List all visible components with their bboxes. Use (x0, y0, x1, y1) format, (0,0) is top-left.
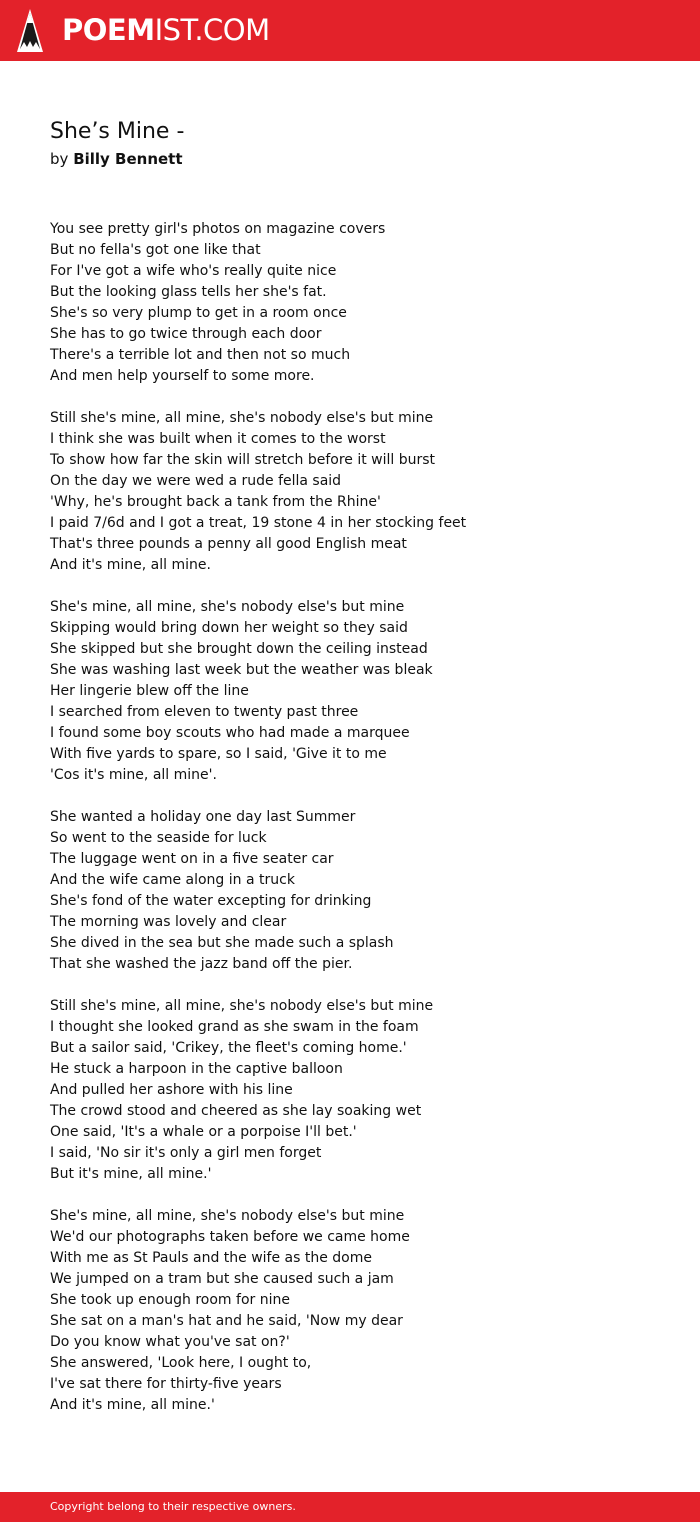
poem-line: She's mine, all mine, she's nobody else's but mine (50, 599, 405, 615)
poem-line: With five yards to spare, so I said, 'Give it to me (50, 746, 387, 762)
poem-line: And it's mine, all mine. (50, 557, 211, 573)
poem-line: He stuck a harpoon in the captive balloon (50, 1061, 343, 1077)
poem-line: She answered, 'Look here, I ought to, (50, 1355, 312, 1371)
poem-line: We'd our photographs taken before we came home (50, 1229, 410, 1245)
poem-line: Skipping would bring down her weight so they said (50, 620, 408, 636)
poem-line: 'Why, he's brought back a tank from the Rhine' (50, 494, 381, 510)
poem-line: You see pretty girl's photos on magazine covers (50, 221, 386, 237)
poem-line: And men help yourself to some more. (50, 368, 315, 384)
poem-line: I paid 7/6d and I got a treat, 19 stone 4 in her stocking feet (50, 515, 467, 531)
poem-line: I think she was built when it comes to the worst (50, 431, 386, 447)
poem-line: She's so very plump to get in a room once (50, 305, 347, 321)
poem-stanza (50, 807, 670, 975)
poem-line: She wanted a holiday one day last Summer (50, 809, 356, 825)
poem-line: She was washing last week but the weather was bleak (50, 662, 433, 678)
poem-line: She skipped but she brought down the ceiling instead (50, 641, 428, 657)
poem-line: She took up enough room for nine (50, 1292, 290, 1308)
poem-line: So went to the seaside for luck (50, 830, 267, 846)
byline (50, 148, 183, 170)
poem-line: The crowd stood and cheered as she lay soaking wet (50, 1103, 422, 1119)
poem-line: The morning was lovely and clear (50, 914, 287, 930)
poem-stanza (50, 408, 670, 576)
poem-line: With me as St Pauls and the wife as the dome (50, 1250, 372, 1266)
poem-line: And pulled her ashore with his line (50, 1082, 293, 1098)
site-footer (0, 1492, 700, 1522)
poem-line: The luggage went on in a five seater car (50, 851, 334, 867)
pencil-tip-icon[interactable] (17, 9, 43, 52)
poem-stanza (50, 219, 670, 387)
poem-stanza (50, 597, 670, 786)
poem-line: There's a terrible lot and then not so much (50, 347, 351, 363)
poem-line: On the day we were wed a rude fella said (50, 473, 342, 489)
poem-line: Still she's mine, all mine, she's nobody else's but mine (50, 998, 434, 1014)
poem-body (50, 219, 670, 1437)
by-label: by (50, 150, 69, 168)
poem-line: One said, 'It's a whale or a porpoise I'll bet.' (50, 1124, 357, 1140)
poem-line: Do you know what you've sat on?' (50, 1334, 290, 1350)
site-header (0, 0, 700, 61)
author-name: Billy Bennett (73, 150, 183, 168)
poem-line: 'Cos it's mine, all mine'. (50, 767, 217, 783)
poem-line: Still she's mine, all mine, she's nobody else's but mine (50, 410, 434, 426)
poem-line: And the wife came along in a truck (50, 872, 295, 888)
poem-title: She’s Mine - (50, 119, 185, 144)
poem-line: She dived in the sea but she made such a splash (50, 935, 394, 951)
poem-line: But it's mine, all mine.' (50, 1166, 212, 1182)
poem-line: I said, 'No sir it's only a girl men forget (50, 1145, 322, 1161)
poem-line: That she washed the jazz band off the pier. (50, 956, 353, 972)
poem-line: She has to go twice through each door (50, 326, 322, 342)
poem-line: I thought she looked grand as she swam in the foam (50, 1019, 419, 1035)
poem-line: To show how far the skin will stretch before it will burst (50, 452, 436, 468)
poem-line: I searched from eleven to twenty past three (50, 704, 359, 720)
poem-line: But no fella's got one like that (50, 242, 261, 258)
poem-line: She's fond of the water excepting for drinking (50, 893, 372, 909)
poem-line: That's three pounds a penny all good English meat (50, 536, 407, 552)
poem-stanza (50, 1206, 670, 1416)
logo-brand-light: IST.COM (154, 13, 270, 47)
poem-line: She sat on a man's hat and he said, 'Now my dear (50, 1313, 403, 1329)
poem-line: We jumped on a tram but she caused such a jam (50, 1271, 394, 1287)
poem-line: For I've got a wife who's really quite nice (50, 263, 337, 279)
poem-line: Her lingerie blew off the line (50, 683, 249, 699)
poem-line: I found some boy scouts who had made a marquee (50, 725, 410, 741)
poem-line: And it's mine, all mine.' (50, 1397, 215, 1413)
site-logo[interactable] (62, 12, 270, 48)
poem-line: But the looking glass tells her she's fat. (50, 284, 327, 300)
logo-brand-bold: POEM (62, 13, 155, 47)
poem-stanza (50, 996, 670, 1185)
copyright-notice: Copyright belong to their respective owners. (50, 1500, 296, 1513)
poem-line: I've sat there for thirty-five years (50, 1376, 282, 1392)
poem-line: She's mine, all mine, she's nobody else's but mine (50, 1208, 405, 1224)
poem-line: But a sailor said, 'Crikey, the fleet's coming home.' (50, 1040, 407, 1056)
